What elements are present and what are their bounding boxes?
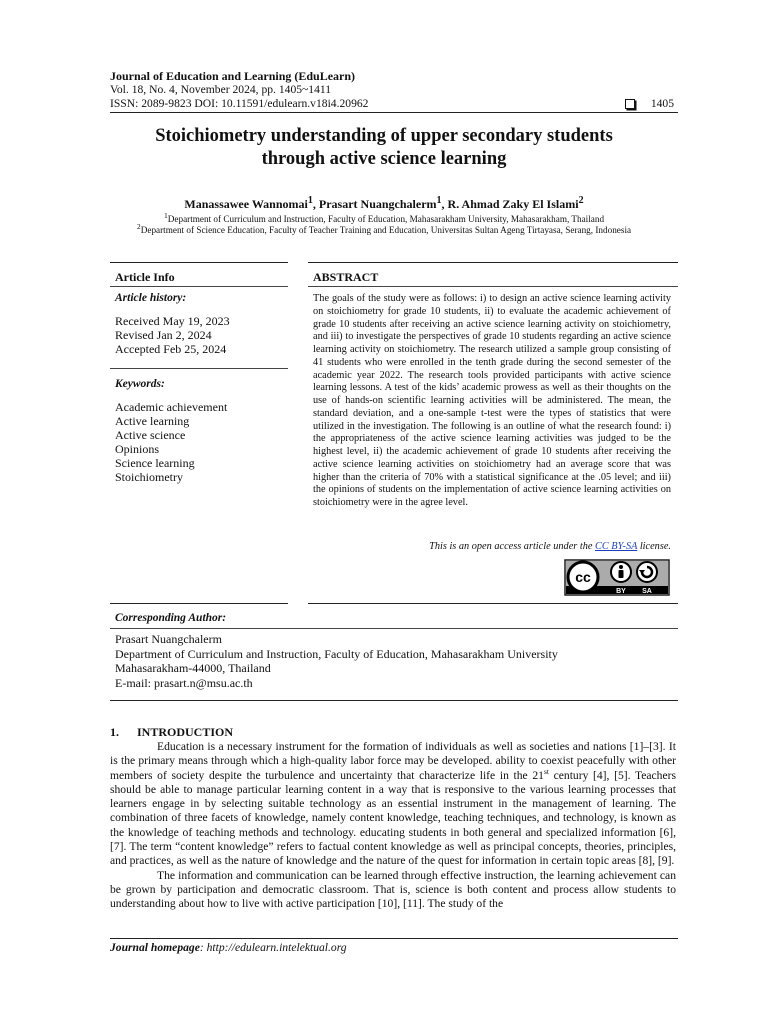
volume-line: Vol. 18, No. 4, November 2024, pp. 1405~1411 [110, 83, 332, 96]
article-info-heading: Article Info [115, 270, 175, 284]
intro-paragraph-1: Education is a necessary instrument for the formation of individuals as well as societies and nations [1]–[3]. It is the primary means through which a high-quality labor force may be developed. ability to coexist peacefully with other members of society despite the turbulence and uncertainty that characterize life in the 21st century [4], [5]. Teachers should be able to manage particular learning content in a way that is responsive to the various learning processes that learners engage in by selecting suitable technology as an essential instrument in the management of learning. The combination of three facets of knowledge, namely content knowledge, teaching techniques, and technology, is known as the knowledge of teaching methods and technology. educating students in both general and specialized information [6], [7]. The term “content knowledge” refers to factual content knowledge as well as principal concepts, theories, principles, and practices, as well as the nature of knowledge and the nature of the quest for information in certain topic areas [8], [9]. [110, 740, 676, 868]
section-number: 1. [110, 725, 119, 739]
keywords-heading: Keywords: [115, 378, 165, 390]
by-label: BY [616, 588, 626, 595]
footer-rule [110, 938, 678, 939]
article-title [80, 125, 688, 171]
keyword-item: Opinions [115, 442, 160, 456]
corresponding-department: Department of Curriculum and Instruction, Faculty of Education, Mahasarakham University [115, 646, 558, 661]
header-rule [110, 112, 678, 113]
front-matter-bottom-rule [110, 700, 678, 701]
title-line-1: Stoichiometry understanding of upper secondary students [155, 126, 613, 146]
corresponding-email[interactable]: E-mail: prasart.n@msu.ac.th [115, 675, 253, 690]
received-date: Received May 19, 2023 [115, 314, 230, 328]
author-2: Prasart Nuangchalerm [318, 197, 437, 211]
author-list: Manassawee Wannomai$^1$, Prasart Nuangchalerm$^1$, R. Ahmad Zaky El Islami$^2$ [184, 195, 584, 211]
introduction-heading [110, 725, 233, 740]
section-title: INTRODUCTION [137, 725, 234, 739]
abstract-sub-rule [308, 286, 678, 287]
corresponding-address: Mahasarakham-44000, Thailand [115, 661, 271, 675]
keywords-list [115, 400, 285, 484]
author-2-aff: 1 [436, 195, 442, 206]
article-info-sub-rule [110, 286, 288, 287]
keyword-item: Academic achievement [115, 400, 228, 414]
keywords-rule [110, 368, 288, 369]
abstract-bottom-rule [308, 603, 678, 604]
keyword-item: Science learning [115, 456, 195, 470]
page-number: 1405 [650, 97, 674, 110]
title-line-2: through active science learning [261, 149, 507, 169]
revised-date: Revised Jan 2, 2024 [115, 328, 212, 342]
sa-label: SA [642, 588, 652, 595]
page-box-icon [625, 99, 635, 109]
journal-homepage-footer [110, 941, 347, 954]
corresponding-name: Prasart Nuangchalerm [115, 632, 222, 646]
cc-by-sa-link[interactable]: CC BY-SA [595, 541, 638, 552]
cc-label: cc [575, 569, 591, 585]
by-person-icon [619, 565, 623, 569]
corresponding-author-details [115, 632, 558, 690]
abstract-text: The goals of the study were as follows: i) to design an active science learning activity on stoichiometry for grade 10 students, ii) to evaluate the academic achievement of grade 10 students after receiving an active science learning activity on stoichiometry, and iii) to investigate the perspectives of grade 10 students regarding an active science learning activity on stoichiometry. The research utilized a sample group consisting of 41 students who were enrolled in the tenth grade during the second semester of the academic year 2022. The research tools provided participants with active science learning lessons. A test of the kids’ academic prowess as well as their thoughts on the use of hands-on scientific learning activities will be administered. The mean, the standard deviation, and a one-sample t-test were the types of statistics that were utilized in the investigation. The following is an outline of what the research found: i) the appropriateness of the active science learning activities was judged to be the highest level, ii) the academic achievement of grade 10 students after receiving the active science learning activities on stoichiometry had an average score that was higher than the criteria of 70% with a statistical significance at the .05 level; and iii) the opinions of students on the implementation of active science learning activities on stoichiometry were in the agree level. [313, 293, 671, 508]
footer-url[interactable]: : http://edulearn.intelektual.org [199, 941, 347, 954]
affiliation-2: $^2$Department of Science Education, Faculty of Teacher Training and Education, Universitas Sultan Ageng Tirtayasa, Serang, Indonesia [136, 222, 632, 236]
article-info-top-rule [110, 262, 288, 263]
open-access-note: This is an open access article under the CC BY-SA license. [429, 541, 671, 552]
issn-doi-line: ISSN: 2089-9823 DOI: 10.11591/edulearn.v18i4.20962 [110, 97, 369, 110]
abstract-top-rule [308, 262, 678, 263]
corresponding-rule [110, 628, 678, 629]
author-3-aff: 2 [578, 195, 584, 206]
intro-paragraph-2: The information and communication can be learned through effective instruction, the learning achievement can be grown by participation and democratic classroom. That is, science is both content and process allow students to understanding about how to live with active participation [10], [11]. The study of the [110, 868, 676, 911]
author-1: Manassawee Wannomai [184, 197, 308, 211]
author-3: R. Ahmad Zaky El Islami [447, 197, 579, 211]
running-header [110, 69, 676, 111]
article-history-list [115, 314, 285, 356]
article-history-heading: Article history: [115, 292, 187, 304]
corresponding-author-heading: Corresponding Author: [115, 612, 227, 624]
affiliation-1: $^1$Department of Curriculum and Instruction, Faculty of Education, Mahasarakham University, Mahasarakham, Thailand [163, 211, 605, 225]
article-info-bottom-rule [110, 603, 288, 604]
introduction-body [110, 740, 676, 912]
accepted-date: Accepted Feb 25, 2024 [115, 342, 227, 356]
cc-by-sa-license-icon[interactable] [564, 559, 670, 596]
journal-name: Journal of Education and Learning (EduLearn) [110, 69, 356, 83]
author-1-aff: 1 [307, 195, 313, 206]
keyword-item: Active science [115, 428, 186, 442]
keyword-item: Active learning [115, 414, 190, 428]
abstract-heading: ABSTRACT [313, 270, 379, 284]
keyword-item: Stoichiometry [115, 470, 183, 484]
footer-label: Journal homepage [110, 941, 200, 954]
